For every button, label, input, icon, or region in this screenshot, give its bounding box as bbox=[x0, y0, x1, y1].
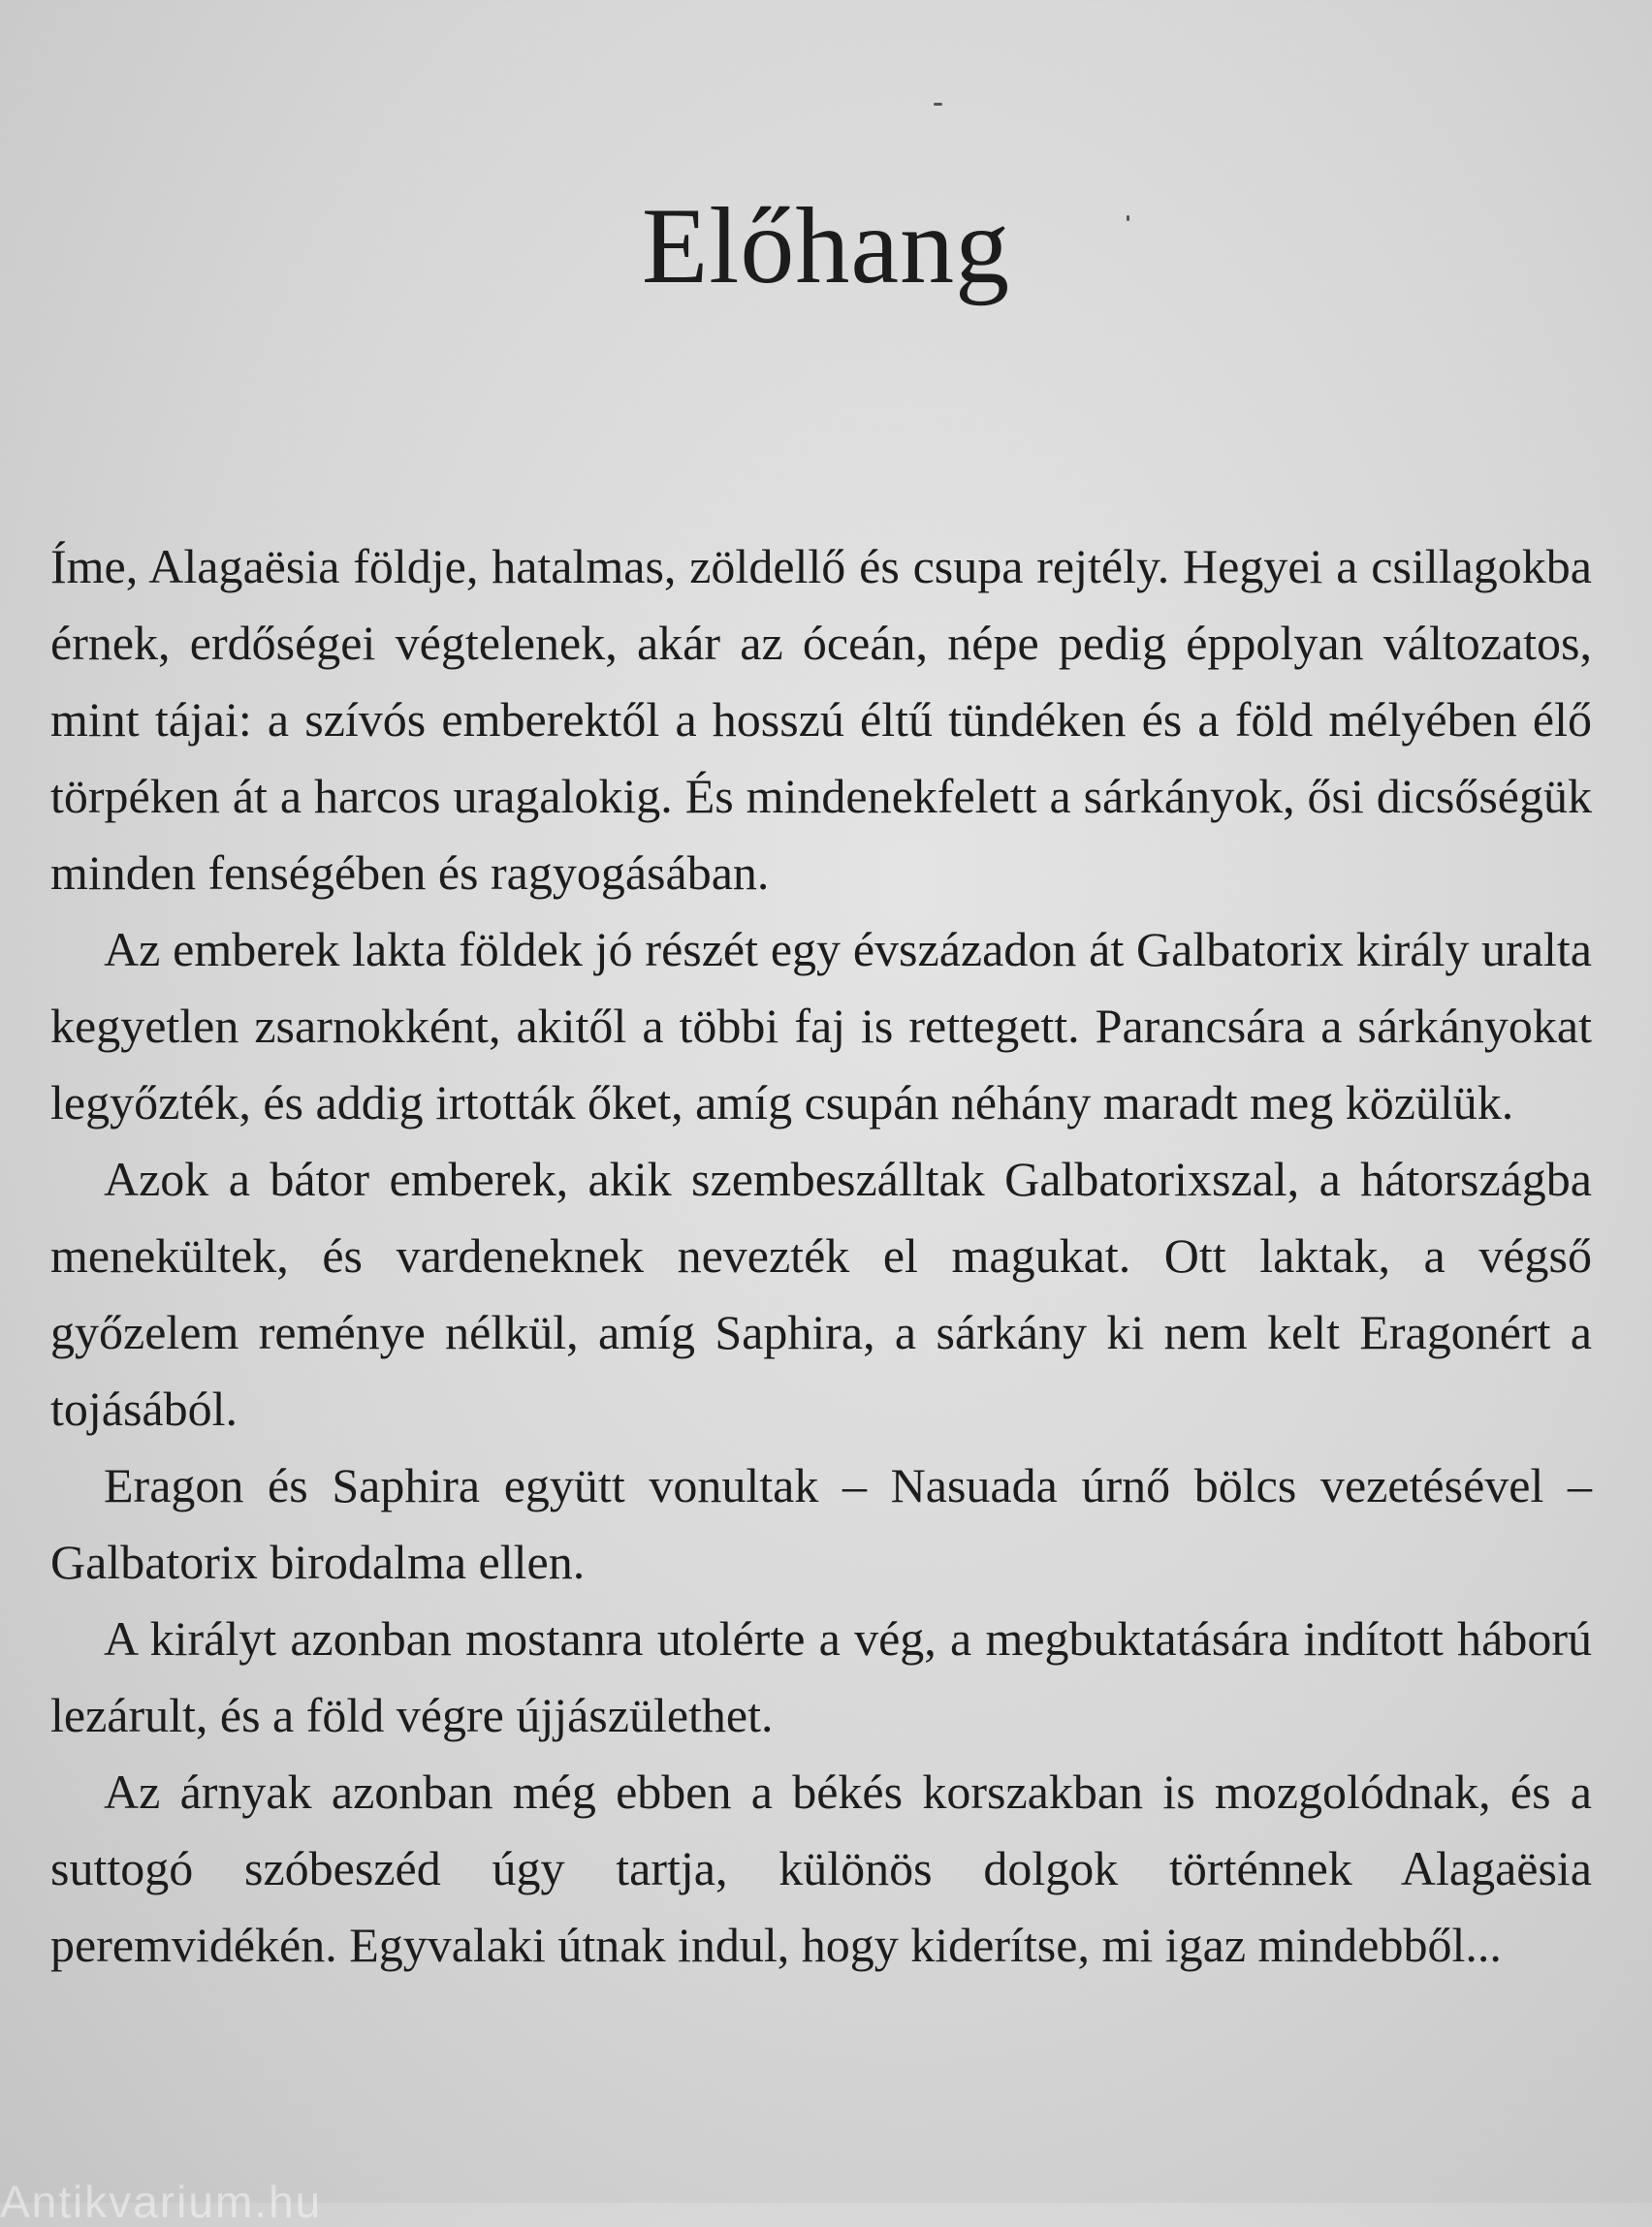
paragraph: Íme, Alagaësia földje, hatalmas, zöldellő és csupa rejtély. Hegyei a csillagokba érnek, erdőségei végtelenek, akár az óceán, népe pedig éppolyan változatos, mint tájai: a szívós emberektől a hosszú éltű tündéken és a föld mélyében élő törpéken át a harcos uragalokig. És mindenekfelett a sárkányok, ősi dicsőségük minden fenségében és ragyogásában. bbox=[50, 539, 1592, 900]
paragraph: Eragon és Saphira együtt vonultak – Nasuada úrnő bölcs vezetésével – Galbatorix birodalma ellen. bbox=[50, 1458, 1592, 1589]
watermark: Antikvarium.hu bbox=[0, 2177, 323, 2227]
paragraph: A királyt azonban mostanra utolérte a vég, a megbuktatására indított háború lezárult, és a föld végre újjászülethet. bbox=[50, 1611, 1592, 1742]
paragraph: Az emberek lakta földek jó részét egy évszázadon át Galbatorix király uralta kegyetlen zsarnokként, akitől a többi faj is rettegett. Parancsára a sárkányokat legyőzték, és addig irtották őket, amíg csupán néhány maradt meg közülük. bbox=[50, 922, 1592, 1129]
paragraph: Az árnyak azonban még ebben a békés korszakban is mozgolódnak, és a suttogó szóbeszéd úgy tartja, különös dolgok történnek Alagaësia peremvidékén. Egyvalaki útnak indul, hogy kiderítse, mi igaz mindebből... bbox=[50, 1765, 1592, 1972]
paragraph: Azok a bátor emberek, akik szembeszálltak Galbatorixszal, a hátországba menekültek, és vardeneknek nevezték el magukat. Ott laktak, a végső győzelem reménye nélkül, amíg Saphira, a sárkány ki nem kelt Eragonért a tojásából. bbox=[50, 1152, 1592, 1436]
chapter-title: Előhang bbox=[641, 186, 1011, 306]
chapter-body bbox=[50, 528, 1592, 1984]
page-speck bbox=[934, 103, 942, 106]
